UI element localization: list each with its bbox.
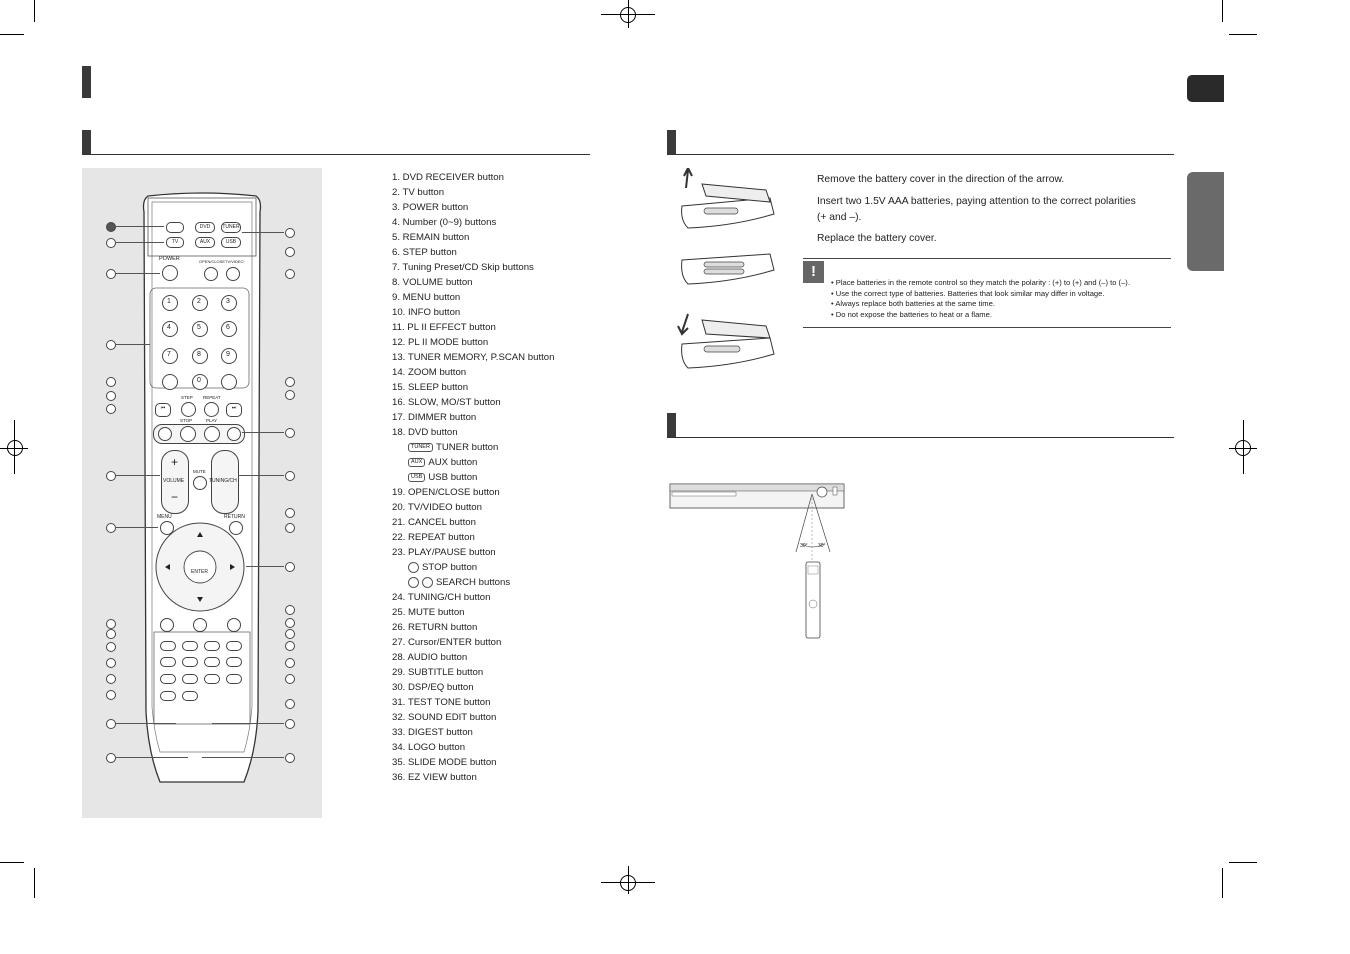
list-item — [392, 575, 602, 590]
list-item-text: SEARCH buttons — [436, 577, 511, 588]
stop-button[interactable] — [180, 426, 196, 442]
open-close-button[interactable] — [204, 267, 218, 281]
list-item: 16. SLOW, MO/ST button — [392, 397, 501, 408]
effect-button[interactable] — [160, 641, 176, 651]
list-item — [392, 560, 602, 575]
callout-1 — [106, 222, 116, 232]
callout-21 — [285, 377, 295, 387]
digit-9: 9 — [226, 351, 230, 358]
search-back-button[interactable] — [158, 427, 172, 441]
mute-button[interactable] — [193, 476, 207, 490]
stop-label: STOP — [180, 418, 193, 423]
repeat-button[interactable] — [204, 402, 219, 417]
list-item: 5. REMAIN button — [392, 232, 470, 243]
list-item-text: TUNER button — [435, 442, 499, 453]
repeat-label: REPEAT — [203, 395, 221, 400]
usb-button[interactable]: USB — [221, 237, 241, 248]
callout-24 — [285, 471, 295, 481]
list-item-text: AUX button — [428, 457, 478, 468]
test-tone-button[interactable] — [226, 641, 242, 651]
callout-8 — [106, 471, 116, 481]
volume-minus: − — [171, 490, 179, 504]
digit-0: 0 — [197, 377, 201, 384]
subtitle-button[interactable] — [227, 618, 241, 632]
battery-step-3: Replace the battery cover. — [817, 233, 937, 244]
tuning-ch-label: TUNING/CH — [209, 478, 237, 484]
mode-button[interactable] — [182, 641, 198, 651]
side-tab — [1187, 172, 1224, 271]
callout-15 — [106, 690, 116, 700]
digit-1: 1 — [167, 298, 171, 305]
note-item: • Always replace both batteries at the same time. — [831, 299, 995, 309]
callout-18 — [285, 228, 295, 238]
dsp-eq-button[interactable] — [204, 641, 220, 651]
list-item: 6. STEP button — [392, 247, 457, 258]
list-item: 22. REPEAT button — [392, 532, 475, 543]
callout-11 — [106, 629, 116, 639]
skip-forward-button[interactable]: ⏭ — [226, 403, 242, 417]
section-bar-range — [667, 413, 1174, 438]
callout-27 — [285, 562, 295, 572]
zoom-button[interactable] — [160, 674, 176, 684]
note-item: • Do not expose the batteries to heat or a flame. — [831, 309, 992, 319]
callout-29 — [285, 618, 295, 628]
list-item: 14. ZOOM button — [392, 367, 467, 378]
remote-body — [140, 192, 264, 788]
list-item: 8. VOLUME button — [392, 277, 473, 288]
chapter-marker — [82, 66, 91, 98]
enter-label: ENTER — [191, 569, 208, 575]
digit-2: 2 — [197, 298, 201, 305]
aux-mini-icon: AUX — [408, 458, 425, 467]
search-back-mini-icon — [408, 577, 419, 588]
aux-button[interactable]: AUX — [195, 237, 215, 248]
leader-left-17 — [116, 757, 188, 758]
slow-button[interactable] — [182, 657, 198, 667]
callout-16 — [106, 719, 116, 729]
button-list — [392, 170, 602, 785]
volume-plus: + — [171, 455, 179, 469]
list-item — [392, 440, 602, 455]
tuner-button[interactable]: TUNER — [221, 222, 241, 233]
callout-34 — [285, 699, 295, 709]
volume-label: VOLUME — [163, 478, 185, 484]
battery-insert-illustration — [674, 244, 778, 294]
slide-mode-button[interactable] — [204, 674, 220, 684]
tv-button[interactable]: TV — [166, 237, 184, 248]
callout-3 — [106, 269, 116, 279]
leader-left-3 — [116, 273, 160, 274]
list-item: 31. TEST TONE button — [392, 697, 491, 708]
leader-right-36 — [202, 757, 284, 758]
search-forward-button[interactable] — [227, 427, 241, 441]
tv-video-button[interactable] — [226, 267, 240, 281]
leader-right-23 — [242, 432, 284, 433]
callout-10 — [106, 619, 116, 629]
battery-cover-replace-illustration — [674, 310, 778, 378]
list-item: 25. MUTE button — [392, 607, 465, 618]
list-item: 35. SLIDE MODE button — [392, 757, 497, 768]
list-item: 19. OPEN/CLOSE button — [392, 487, 500, 498]
power-label: POWER — [159, 256, 180, 262]
list-item: 15. SLEEP button — [392, 382, 469, 393]
tv-video-label: TV/VIDEO — [225, 259, 244, 264]
callout-5 — [106, 377, 116, 387]
remain-button[interactable] — [162, 374, 178, 390]
digit-8: 8 — [197, 351, 201, 358]
callout-20 — [285, 269, 295, 279]
leader-left-8 — [116, 475, 160, 476]
callout-35 — [285, 719, 295, 729]
list-item — [392, 455, 602, 470]
list-item: 13. TUNER MEMORY, P.SCAN button — [392, 352, 555, 363]
list-item: 17. DIMMER button — [392, 412, 477, 423]
list-item: 7. Tuning Preset/CD Skip buttons — [392, 262, 534, 273]
list-item: 1. DVD RECEIVER button — [392, 172, 504, 183]
leader-right-35 — [212, 723, 284, 724]
warning-icon: ! — [803, 261, 824, 283]
battery-step-1: Remove the battery cover in the direction of the arrow. — [817, 174, 1065, 185]
callout-6 — [106, 391, 116, 401]
step-label: STEP — [181, 395, 193, 400]
leader-right-27 — [246, 566, 284, 567]
page-tab — [1187, 75, 1224, 102]
stop-mini-icon — [408, 562, 419, 573]
list-item: 18. DVD button — [392, 427, 458, 438]
step-button[interactable] — [181, 402, 196, 417]
list-item: 4. Number (0~9) buttons — [392, 217, 497, 228]
list-item — [392, 470, 602, 485]
play-pause-button[interactable] — [204, 426, 220, 442]
list-item-text: USB button — [428, 472, 478, 483]
tuner-mini-icon: TUNER — [408, 443, 433, 452]
list-item: 21. CANCEL button — [392, 517, 476, 528]
callout-17 — [106, 753, 116, 763]
cancel-button[interactable] — [221, 374, 237, 390]
skip-back-button[interactable]: ⏮ — [155, 403, 171, 417]
callout-19 — [285, 247, 295, 257]
note-item: • Use the correct type of batteries. Batteries that look similar may differ in voltage. — [831, 288, 1105, 298]
list-item: 26. RETURN button — [392, 622, 478, 633]
list-item: 32. SOUND EDIT button — [392, 712, 497, 723]
callout-31 — [285, 641, 295, 651]
mute-label: MUTE — [193, 469, 206, 474]
callout-25 — [285, 508, 295, 518]
digest-button[interactable] — [226, 674, 242, 684]
list-item: 28. AUDIO button — [392, 652, 468, 663]
callout-36 — [285, 753, 295, 763]
open-close-label: OPEN/CLOSE — [199, 259, 226, 264]
callout-22 — [285, 390, 295, 400]
digit-4: 4 — [167, 324, 171, 331]
callout-28 — [285, 605, 295, 615]
leader-left-2 — [116, 242, 164, 243]
info-button[interactable] — [160, 618, 174, 632]
range-angle-left: 30° — [800, 543, 808, 549]
list-item: 33. DIGEST button — [392, 727, 473, 738]
list-item: 11. PL II EFFECT button — [392, 322, 496, 333]
list-item: 10. INFO button — [392, 307, 461, 318]
list-item: 29. SUBTITLE button — [392, 667, 484, 678]
power-button[interactable] — [162, 265, 178, 281]
callout-33 — [285, 674, 295, 684]
callout-32 — [285, 658, 295, 668]
list-item: 27. Cursor/ENTER button — [392, 637, 502, 648]
leader-left-1 — [116, 226, 164, 227]
leader-left-9 — [116, 527, 158, 528]
list-item: 12. PL II MODE button — [392, 337, 489, 348]
callout-4 — [106, 340, 116, 350]
list-item: 23. PLAY/PAUSE button — [392, 547, 496, 558]
ez-view-button[interactable] — [182, 674, 198, 684]
return-label: RETURN — [224, 514, 245, 520]
audio-button[interactable] — [193, 618, 207, 632]
tuner-memory-button[interactable] — [160, 657, 176, 667]
list-item: 3. POWER button — [392, 202, 469, 213]
battery-cover-removal-illustration — [674, 168, 778, 238]
callout-14 — [106, 674, 116, 684]
digit-5: 5 — [197, 324, 201, 331]
receiver-range-illustration — [668, 482, 848, 642]
callout-26 — [285, 523, 295, 533]
callout-2 — [106, 238, 116, 248]
list-item-text: STOP button — [422, 562, 478, 573]
sound-edit-button[interactable] — [226, 657, 242, 667]
section-bar-battery — [667, 130, 1174, 155]
callout-23 — [285, 428, 295, 438]
search-forward-mini-icon — [422, 577, 433, 588]
dimmer-button[interactable] — [182, 691, 198, 701]
digit-6: 6 — [226, 324, 230, 331]
list-item: 24. TUNING/CH button — [392, 592, 491, 603]
leader-left-4 — [116, 344, 150, 345]
section-bar-remote — [82, 130, 590, 155]
leader-right-18 — [242, 232, 284, 233]
battery-notes — [831, 278, 1171, 320]
callout-9 — [106, 523, 116, 533]
leader-left-16 — [116, 723, 176, 724]
callout-7 — [106, 404, 116, 414]
return-button[interactable] — [229, 521, 243, 535]
logo-button[interactable] — [204, 657, 220, 667]
menu-label: MENU — [157, 514, 172, 520]
digit-7: 7 — [167, 351, 171, 358]
list-item: 9. MENU button — [392, 292, 461, 303]
list-item: 34. LOGO button — [392, 742, 466, 753]
callout-30 — [285, 629, 295, 639]
battery-step-2: Insert two 1.5V AAA batteries, paying attention to the correct polarities (+ and –). — [817, 196, 1136, 223]
list-item: 20. TV/VIDEO button — [392, 502, 482, 513]
list-item: 30. DSP/EQ button — [392, 682, 474, 693]
dvd-receiver-button[interactable] — [166, 222, 184, 233]
dvd-button[interactable]: DVD — [195, 222, 215, 233]
list-item: 2. TV button — [392, 187, 445, 198]
menu-button[interactable] — [160, 521, 174, 535]
play-label: PLAY — [206, 418, 218, 423]
list-item: 36. EZ VIEW button — [392, 772, 477, 783]
usb-mini-icon: USB — [408, 473, 425, 482]
callout-13 — [106, 658, 116, 668]
callout-12 — [106, 642, 116, 652]
digit-3: 3 — [226, 298, 230, 305]
note-item: • Place batteries in the remote control so they match the polarity : (+) to (+) and (–) to (–). — [831, 278, 1130, 287]
leader-right-24 — [238, 475, 284, 476]
range-angle-right: 30° — [818, 543, 826, 549]
sleep-button[interactable] — [160, 691, 176, 701]
